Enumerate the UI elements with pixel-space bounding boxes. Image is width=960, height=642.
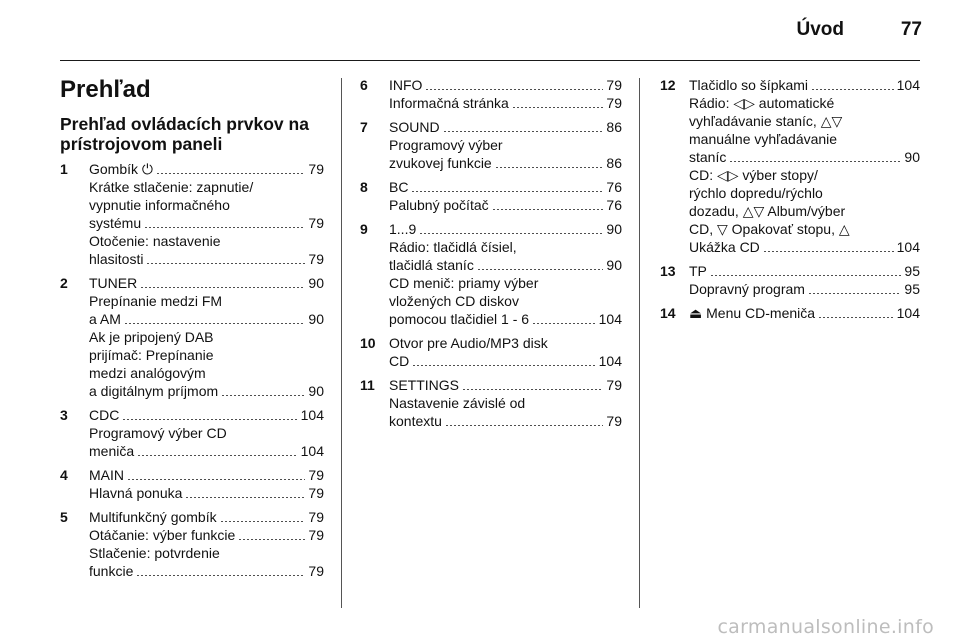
entry-text: Hlavná ponuka [89, 485, 183, 501]
page-reference: 79 [606, 413, 622, 429]
entry-text: Krátke stlačenie: zapnutie/ [89, 179, 254, 195]
dot-leader [137, 455, 298, 456]
entry-line-with-page [89, 484, 324, 502]
page-header [0, 0, 960, 60]
page-reference: 76 [606, 197, 622, 213]
entry-text: Palubný počítač [389, 197, 489, 213]
entry-text: Ak je pripojený DAB [89, 329, 214, 345]
entry-text: INFO [389, 77, 423, 93]
page-reference: 79 [308, 467, 324, 483]
page-reference: 104 [598, 353, 622, 369]
control-entry [360, 76, 622, 112]
column-divider [639, 78, 640, 608]
entry-number: 3 [60, 407, 68, 423]
control-entry [360, 334, 622, 370]
entry-text: SOUND [389, 119, 440, 135]
page-reference: 90 [606, 257, 622, 273]
column-right [660, 76, 920, 328]
entry-text: vyhľadávanie staníc, △▽ [689, 113, 843, 129]
page-reference: 95 [904, 263, 920, 279]
entry-line-with-page [389, 118, 622, 136]
page-reference: 86 [606, 119, 622, 135]
entry-text: CD, ▽ Opakovať stopu, △ [689, 221, 850, 237]
entry-line-with-page [89, 214, 324, 232]
control-list [660, 76, 920, 322]
entry-text: MAIN [89, 467, 124, 483]
entry-line-with-page [689, 238, 920, 256]
entry-lines [89, 274, 324, 400]
control-entry [360, 220, 622, 328]
entry-line-with-page [89, 526, 324, 544]
entry-line-with-page [389, 220, 622, 238]
page-reference: 90 [904, 149, 920, 165]
entry-lines [89, 508, 324, 580]
control-list [360, 76, 622, 430]
entry-lines [689, 304, 920, 322]
entry-line-with-page [389, 178, 622, 196]
entry-line-with-page [89, 406, 324, 424]
dot-leader [238, 539, 305, 540]
entry-text: medzi analógovým [89, 365, 206, 381]
control-entry [60, 406, 324, 460]
entry-text: CD [389, 353, 410, 369]
entry-text: Multifunkčný gombík [89, 509, 217, 525]
page-reference: 79 [308, 251, 324, 267]
entry-text: kontextu [389, 413, 442, 429]
page-reference: 79 [308, 563, 324, 579]
dot-leader [710, 275, 902, 276]
subheading-line: prístrojovom paneli [60, 134, 223, 154]
entry-text: Nastavenie závislé od [389, 395, 526, 411]
entry-number: 11 [360, 377, 375, 393]
entry-text: staníc [689, 149, 727, 165]
control-entry [660, 262, 920, 298]
page-reference: 79 [308, 485, 324, 501]
entry-number: 4 [60, 467, 68, 483]
entry-text: manuálne vyhľadávanie [689, 131, 838, 147]
entry-number: 2 [60, 275, 68, 291]
entry-number: 12 [660, 77, 676, 93]
entry-text: hlasitosti [89, 251, 144, 267]
entry-text: CD menič: priamy výber [389, 275, 539, 291]
entry-line-with-page [89, 562, 324, 580]
page-reference: 90 [308, 311, 324, 327]
page-reference: 79 [308, 527, 324, 543]
control-entry [660, 76, 920, 256]
control-entry [360, 376, 622, 430]
dot-leader [532, 323, 596, 324]
entry-number: 10 [360, 335, 376, 351]
dot-leader [445, 425, 603, 426]
page-reference: 79 [308, 215, 324, 231]
entry-text: SETTINGS [389, 377, 460, 393]
page-reference: 104 [896, 239, 920, 255]
entry-line-with-page [389, 76, 622, 94]
control-entry [660, 304, 920, 322]
page-reference: 79 [308, 509, 324, 525]
entry-text: ⏏ Menu CD-meniča [689, 305, 816, 321]
entry-number: 9 [360, 221, 368, 237]
entry-line-with-page [689, 76, 920, 94]
entry-line-with-page [689, 262, 920, 280]
entry-text: CD: ◁▷ výber stopy/ [689, 167, 818, 183]
dot-leader [185, 497, 305, 498]
entry-lines [389, 118, 622, 172]
dot-leader [411, 191, 603, 192]
dot-leader [136, 575, 305, 576]
entry-line-with-page [389, 196, 622, 214]
page-number: 77 [900, 19, 922, 40]
dot-leader [462, 389, 603, 390]
dot-leader [127, 479, 305, 480]
dot-leader [729, 161, 901, 162]
entry-text: vložených CD diskov [389, 293, 519, 309]
subheading-line: Prehľad ovládacích prvkov na [60, 114, 309, 134]
entry-line-with-page [89, 160, 324, 178]
page-reference: 95 [904, 281, 920, 297]
entry-text: Programový výber [389, 137, 503, 153]
column-left [60, 76, 324, 586]
control-entry [60, 508, 324, 580]
entry-text: Otočenie: nastavenie [89, 233, 221, 249]
entry-line-with-page [689, 280, 920, 298]
dot-leader [419, 233, 603, 234]
dot-leader [122, 419, 297, 420]
dot-leader [221, 395, 305, 396]
header-rule [60, 60, 920, 61]
entry-line-with-page [89, 442, 324, 460]
dot-leader [124, 323, 306, 324]
page-reference: 90 [606, 221, 622, 237]
column-divider [341, 78, 342, 608]
entry-line-with-page [89, 274, 324, 292]
page-reference: 79 [606, 377, 622, 393]
entry-text: 1...9 [389, 221, 417, 237]
entry-number: 1 [60, 161, 68, 177]
entry-line-with-page [89, 382, 324, 400]
entry-lines [689, 76, 920, 256]
dot-leader [220, 521, 306, 522]
entry-text: TP [689, 263, 707, 279]
entry-line-with-page [389, 412, 622, 430]
page-reference: 104 [300, 407, 324, 423]
entry-line-with-page [389, 94, 622, 112]
entry-number: 5 [60, 509, 68, 525]
entry-text: Rádio: tlačidlá čísiel, [389, 239, 517, 255]
entry-text: TUNER [89, 275, 138, 291]
dot-leader [146, 263, 305, 264]
entry-text: meniča [89, 443, 135, 459]
control-list [60, 160, 324, 580]
entry-text: Dopravný program [689, 281, 805, 297]
entry-text: Otáčanie: výber funkcie [89, 527, 236, 543]
dot-leader [140, 287, 305, 288]
dot-leader [412, 365, 595, 366]
dot-leader [144, 227, 305, 228]
control-entry [360, 118, 622, 172]
entry-line-with-page [389, 376, 622, 394]
entry-text: prijímač: Prepínanie [89, 347, 214, 363]
entry-lines [389, 76, 622, 112]
entry-text: CDC [89, 407, 120, 423]
dot-leader [763, 251, 894, 252]
entry-lines [389, 376, 622, 430]
page-reference: 79 [606, 77, 622, 93]
dot-leader [818, 317, 894, 318]
entry-text: systému [89, 215, 142, 231]
dot-leader [495, 167, 604, 168]
entry-line-with-page [389, 154, 622, 172]
column-middle [360, 76, 622, 436]
page-reference: 86 [606, 155, 622, 171]
dot-leader [477, 269, 604, 270]
section-subheading [60, 114, 324, 154]
entry-number: 7 [360, 119, 368, 135]
entry-text: Prepínanie medzi FM [89, 293, 223, 309]
entry-text: a digitálnym príjmom [89, 383, 219, 399]
entry-text: Stlačenie: potvrdenie [89, 545, 220, 561]
dot-leader [808, 293, 901, 294]
entry-text: Otvor pre Audio/MP3 disk [389, 335, 548, 351]
control-entry [60, 466, 324, 502]
page-reference: 76 [606, 179, 622, 195]
watermark: carmanualsonline.info [717, 616, 934, 638]
page-reference: 104 [896, 305, 920, 321]
entry-text: tlačidlá staníc [389, 257, 474, 273]
page-reference: 104 [300, 443, 324, 459]
page-reference: 79 [308, 161, 324, 177]
entry-text: zvukovej funkcie [389, 155, 492, 171]
entry-line-with-page [89, 466, 324, 484]
page-reference: 104 [598, 311, 622, 327]
page-heading: Prehľad [60, 76, 151, 103]
page-reference: 104 [896, 77, 920, 93]
entry-lines [389, 334, 622, 370]
entry-line-with-page [89, 310, 324, 328]
entry-text: a AM [89, 311, 121, 327]
entry-text: Ukážka CD [689, 239, 760, 255]
entry-line-with-page [89, 508, 324, 526]
entry-line-with-page [389, 256, 622, 274]
control-entry [360, 178, 622, 214]
entry-lines [689, 262, 920, 298]
section-title: Úvod [796, 19, 844, 40]
entry-lines [89, 160, 324, 268]
entry-lines [389, 220, 622, 328]
dot-leader [492, 209, 604, 210]
entry-line-with-page [89, 250, 324, 268]
entry-text: funkcie [89, 563, 134, 579]
entry-text: Rádio: ◁▷ automatické [689, 95, 835, 111]
entry-lines [89, 466, 324, 502]
entry-number: 8 [360, 179, 368, 195]
entry-line-with-page [689, 148, 920, 166]
entry-text: pomocou tlačidiel 1 - 6 [389, 311, 530, 327]
dot-leader [811, 89, 894, 90]
page-reference: 90 [308, 383, 324, 399]
entry-text: dozadu, △▽ Album/výber [689, 203, 846, 219]
entry-number: 13 [660, 263, 676, 279]
control-entry [60, 274, 324, 400]
entry-number: 6 [360, 77, 368, 93]
entry-line-with-page [689, 304, 920, 322]
dot-leader [156, 173, 305, 174]
entry-line-with-page [389, 310, 622, 328]
entry-number: 14 [660, 305, 676, 321]
page-reference: 79 [606, 95, 622, 111]
entry-text: vypnutie informačného [89, 197, 230, 213]
entry-text: Gombík ⏻ [89, 161, 153, 177]
entry-text: rýchlo dopredu/rýchlo [689, 185, 823, 201]
page-reference: 90 [308, 275, 324, 291]
entry-lines [89, 406, 324, 460]
entry-text: Informačná stránka [389, 95, 509, 111]
entry-lines [389, 178, 622, 214]
entry-text: Programový výber CD [89, 425, 227, 441]
entry-line-with-page [389, 352, 622, 370]
entry-text: BC [389, 179, 409, 195]
dot-leader [512, 107, 604, 108]
entry-text: Tlačidlo so šípkami [689, 77, 809, 93]
control-entry [60, 160, 324, 268]
dot-leader [425, 89, 603, 90]
dot-leader [443, 131, 604, 132]
